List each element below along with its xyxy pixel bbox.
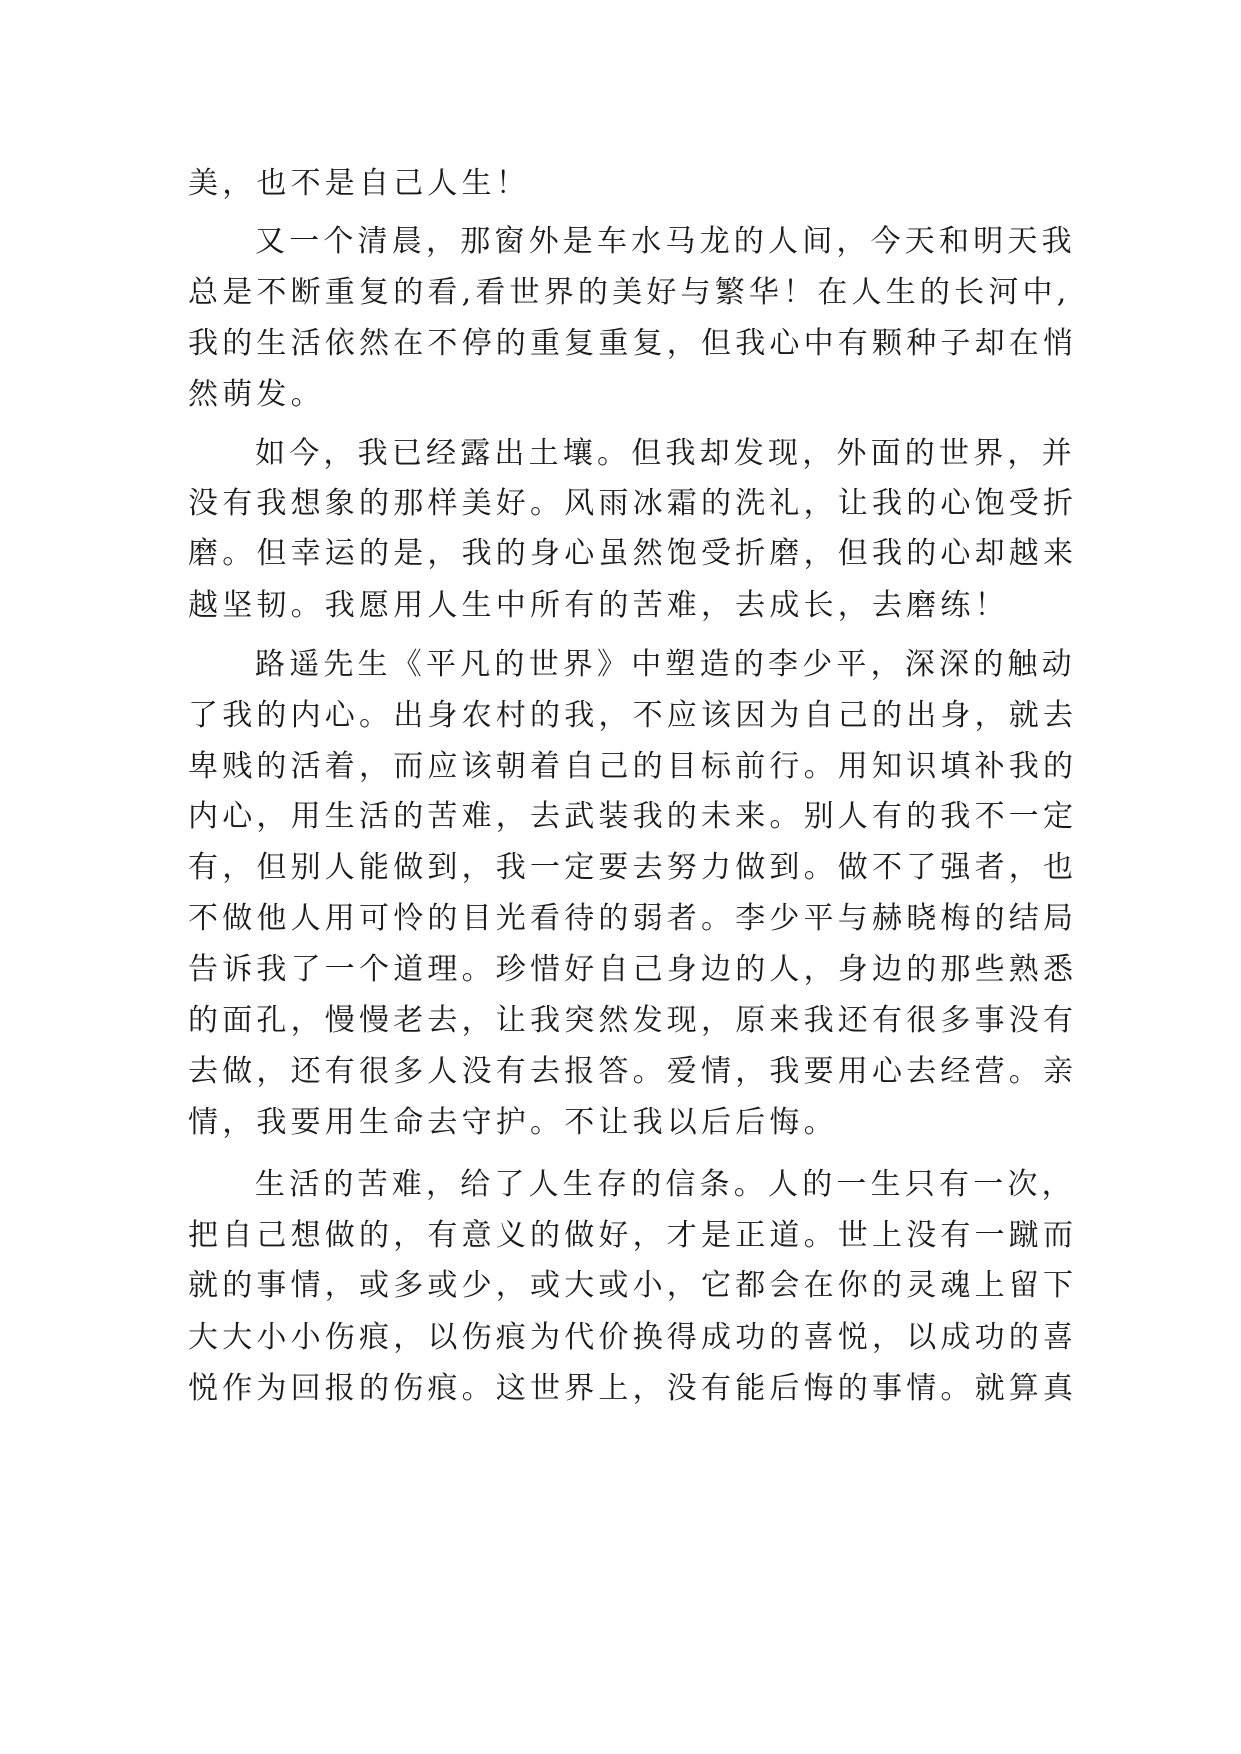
- text-line: 有，但别人能做到，我一定要去努力做到。做不了强者，也: [188, 850, 1078, 885]
- text-line: 就的事情，或多或少，或大或小，它都会在你的灵魂上留下: [188, 1268, 1078, 1303]
- paragraph-start-line: 又一个清晨，那窗外是车水马龙的人间，今天和明天我: [255, 224, 1076, 259]
- text-line: 大大小小伤痕，以伤痕为代价换得成功的喜悦，以成功的喜: [188, 1320, 1078, 1355]
- text-line: 没有我想象的那样美好。风雨冰霜的洗礼，让我的心饱受折: [188, 486, 1078, 521]
- paragraph-start-line: 生活的苦难，给了人生存的信条。人的一生只有一次，: [255, 1167, 1076, 1202]
- text-line: 情，我要用生命去守护。不让我以后后悔。: [188, 1105, 838, 1140]
- text-line: 的面孔，慢慢老去，让我突然发现，原来我还有很多事没有: [188, 1003, 1078, 1038]
- text-line: 卑贱的活着，而应该朝着自己的目标前行。用知识填补我的: [188, 749, 1078, 784]
- text-line: 告诉我了一个道理。珍惜好自己身边的人，身边的那些熟悉: [188, 952, 1078, 987]
- text-line: 不做他人用可怜的目光看待的弱者。李少平与赫晓梅的结局: [188, 901, 1078, 936]
- text-line: 总是不断重复的看,看世界的美好与繁华！在人生的长河中,: [188, 275, 1071, 310]
- text-line: 磨。但幸运的是，我的身心虽然饱受折磨，但我的心却越来: [188, 536, 1078, 571]
- text-line: 悦作为回报的伤痕。这世界上，没有能后悔的事情。就算真: [188, 1371, 1078, 1406]
- text-line: 去做，还有很多人没有去报答。爱情，我要用心去经营。亲: [188, 1054, 1078, 1089]
- text-line: 内心，用生活的苦难，去武装我的未来。别人有的我不一定: [188, 799, 1078, 834]
- paragraph-start-line: 路遥先生《平凡的世界》中塑造的李少平，深深的触动: [255, 647, 1076, 682]
- text-line: 美，也不是自己人生！: [188, 166, 530, 201]
- paragraph-start-line: 如今，我已经露出土壤。但我却发现，外面的世界，并: [255, 436, 1076, 471]
- text-line: 我的生活依然在不停的重复重复，但我心中有颗种子却在悄: [188, 326, 1078, 361]
- text-line: 了我的内心。出身农村的我，不应该因为自己的出身，就去: [188, 698, 1078, 733]
- text-line: 把自己想做的，有意义的做好，才是正道。世上没有一蹴而: [188, 1218, 1078, 1253]
- text-line: 然萌发。: [188, 377, 325, 412]
- text-line: 越坚韧。我愿用人生中所有的苦难，去成长，去磨练！: [188, 588, 1009, 623]
